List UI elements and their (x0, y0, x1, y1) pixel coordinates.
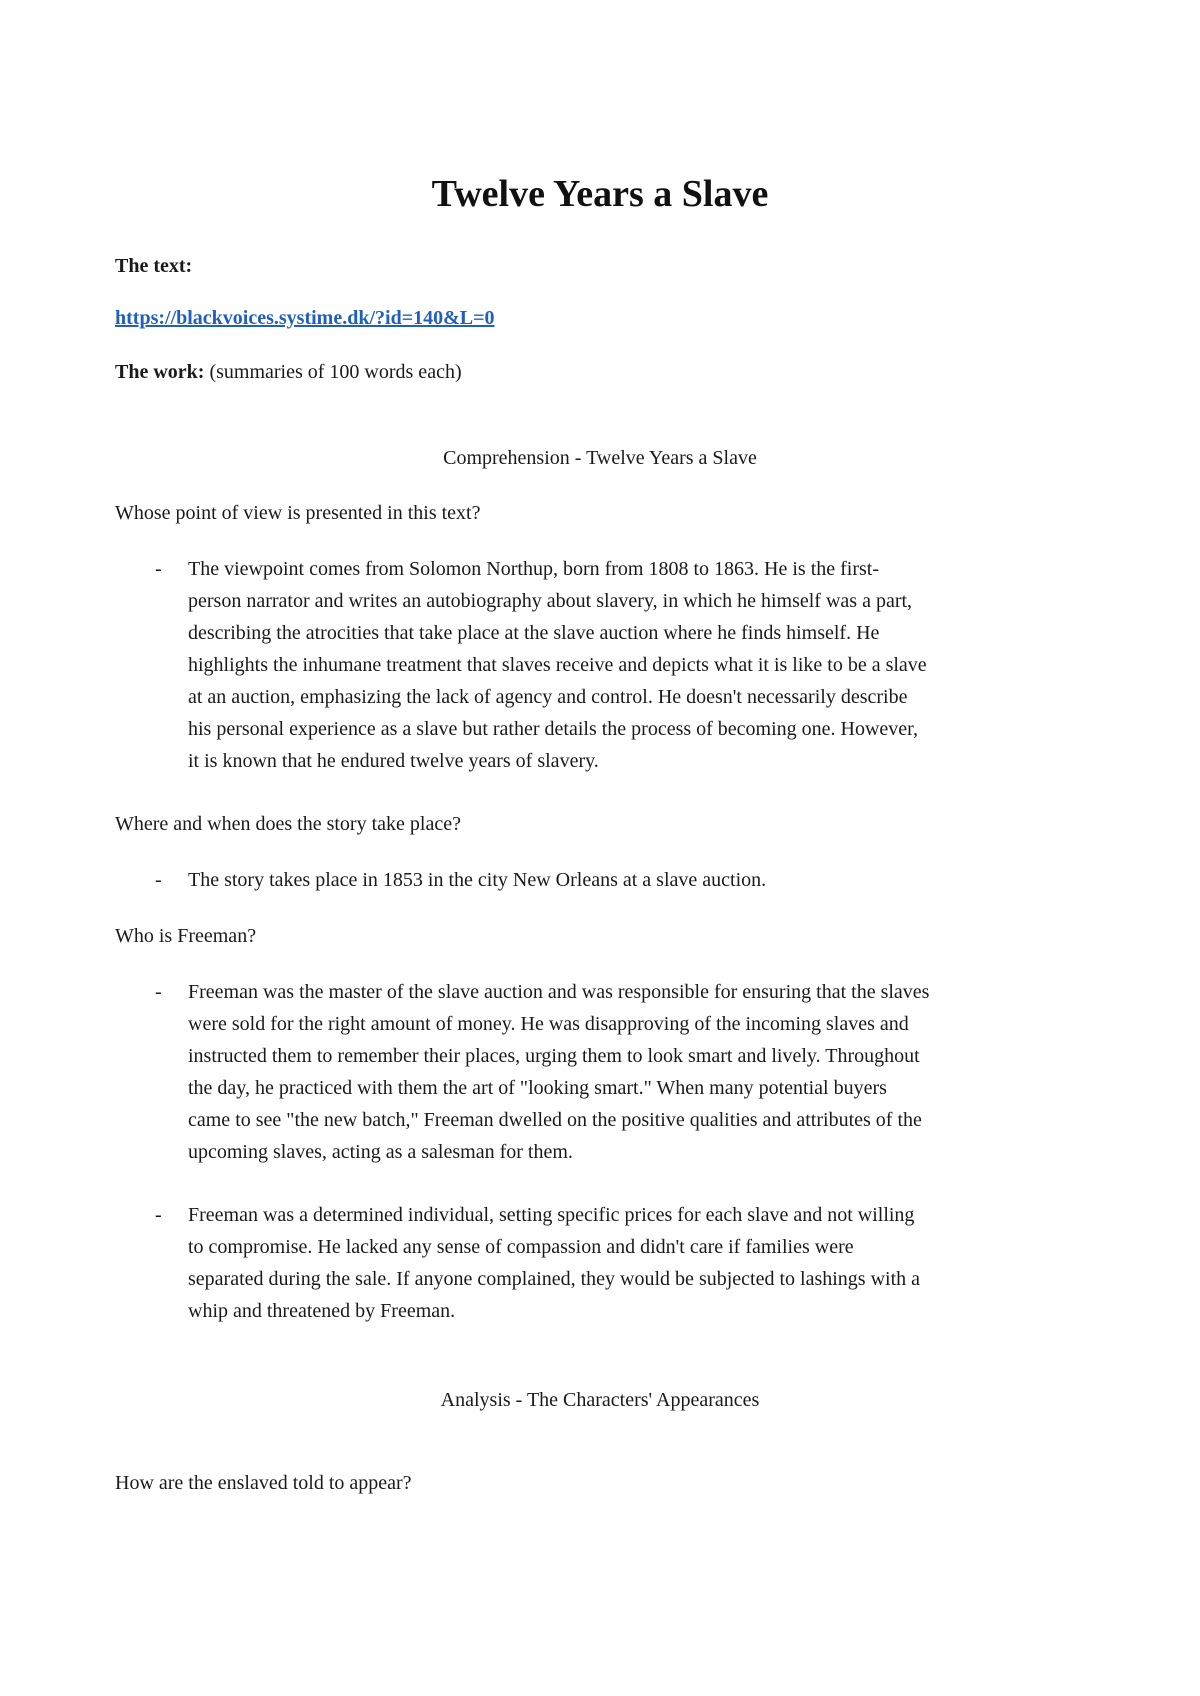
document-title: Twelve Years a Slave (431, 173, 769, 215)
bullet-dash: - (155, 869, 162, 891)
answer-line: The viewpoint comes from Solomon Northup, born from 1808 to 1863. He is the first- (188, 558, 880, 580)
work-note: (summaries of 100 words each) (209, 361, 462, 383)
answer-line: came to see "the new batch," Freeman dwelled on the positive qualities and attributes of the (188, 1109, 922, 1131)
answer-line: his personal experience as a slave but rather details the process of becoming one. However, (188, 718, 919, 740)
answer-line: instructed them to remember their places, urging them to look smart and lively. Throughout (188, 1045, 920, 1067)
question-point-of-view: Whose point of view is presented in this text? (115, 502, 481, 524)
question-appearance: How are the enslaved told to appear? (115, 1472, 412, 1494)
answer-line: person narrator and writes an autobiography about slavery, in which he himself was a part, (188, 590, 913, 612)
bullet-dash: - (155, 1204, 162, 1226)
answer-line: Freeman was the master of the slave auction and was responsible for ensuring that the slaves (188, 981, 930, 1003)
answer-line: whip and threatened by Freeman. (188, 1300, 456, 1322)
text-label: The text: (115, 255, 193, 277)
answer-line: describing the atrocities that take place at the slave auction where he finds himself. He (188, 622, 880, 644)
source-link-line (115, 302, 495, 334)
answer-line: separated during the sale. If anyone complained, they would be subjected to lashings with a (188, 1268, 921, 1290)
answer-line: upcoming slaves, acting as a salesman for them. (188, 1141, 573, 1163)
answer-line: Freeman was a determined individual, setting specific prices for each slave and not willing (188, 1204, 915, 1226)
answer-line: highlights the inhumane treatment that slaves receive and depicts what it is like to be a slave (188, 654, 927, 676)
work-label: The work: (115, 361, 205, 383)
answer-line: the day, he practiced with them the art of "looking smart." When many potential buyers (188, 1077, 887, 1099)
bullet-dash: - (155, 558, 162, 580)
question-setting: Where and when does the story take place? (115, 813, 461, 835)
answer-line: it is known that he endured twelve years of slavery. (188, 750, 599, 772)
answer-line: at an auction, emphasizing the lack of agency and control. He doesn't necessarily describe (188, 686, 908, 708)
section-heading-analysis: Analysis - The Characters' Appearances (440, 1389, 760, 1411)
work-line (115, 356, 462, 388)
section-heading-comprehension: Comprehension - Twelve Years a Slave (443, 447, 757, 469)
answer-line: to compromise. He lacked any sense of compassion and didn't care if families were (188, 1236, 854, 1258)
answer-line: were sold for the right amount of money. He was disapproving of the incoming slaves and (188, 1013, 909, 1035)
question-freeman: Who is Freeman? (115, 925, 257, 947)
bullet-dash: - (155, 981, 162, 1003)
source-link[interactable]: https://blackvoices.systime.dk/?id=140&L=0 (115, 307, 495, 329)
answer-line: The story takes place in 1853 in the city New Orleans at a slave auction. (188, 869, 767, 891)
